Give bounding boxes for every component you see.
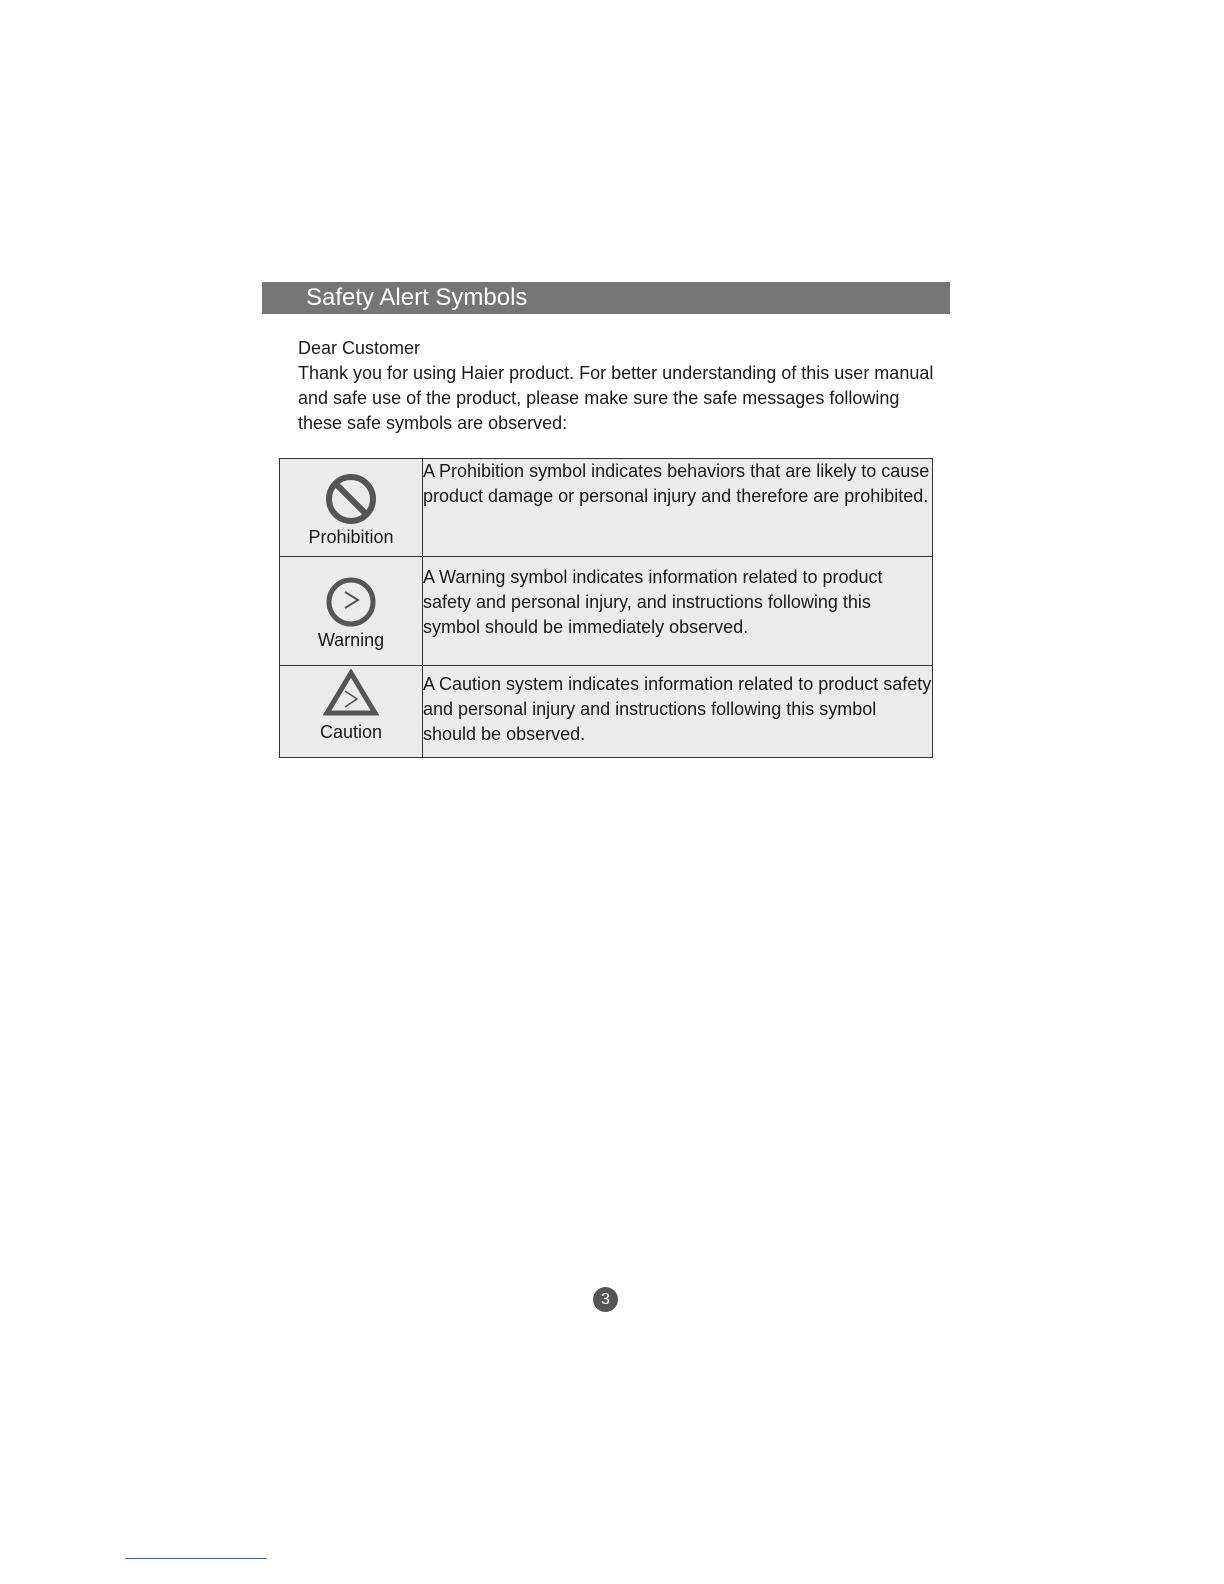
caution-icon	[323, 669, 379, 717]
symbol-description: A Prohibition symbol indicates behaviors that are likely to cause product damage or personal injury and therefore are prohibited.	[423, 459, 933, 557]
greeting: Dear Customer	[298, 338, 421, 358]
symbol-description: A Warning symbol indicates information related to product safety and personal injury, and instructions following this symbol should be immediately observed.	[423, 557, 933, 666]
intro-text	[298, 336, 948, 436]
section-title: Safety Alert Symbols	[306, 284, 528, 311]
symbol-cell	[280, 459, 423, 557]
section-header	[262, 282, 950, 314]
symbol-label: Caution	[319, 722, 383, 742]
symbol-cell	[280, 557, 423, 666]
symbol-label: Warning	[317, 630, 385, 650]
symbol-label: Prohibition	[308, 527, 394, 547]
table-row	[280, 557, 933, 666]
footer-rule	[125, 1558, 267, 1559]
intro-body: Thank you for using Haier product. For better understanding of this user manual and safe use of the product, please make sure the safe messages following these safe symbols are observed:	[298, 363, 934, 433]
page-number: 3	[593, 1287, 618, 1312]
prohibition-icon	[325, 473, 377, 525]
table-row	[280, 459, 933, 557]
symbol-cell	[280, 666, 423, 758]
symbol-description: A Caution system indicates information related to product safety and personal injury and instructions following this symbol should be observed.	[423, 666, 933, 758]
safety-symbols-table	[279, 458, 933, 758]
warning-icon	[325, 576, 377, 628]
table-row	[280, 666, 933, 758]
